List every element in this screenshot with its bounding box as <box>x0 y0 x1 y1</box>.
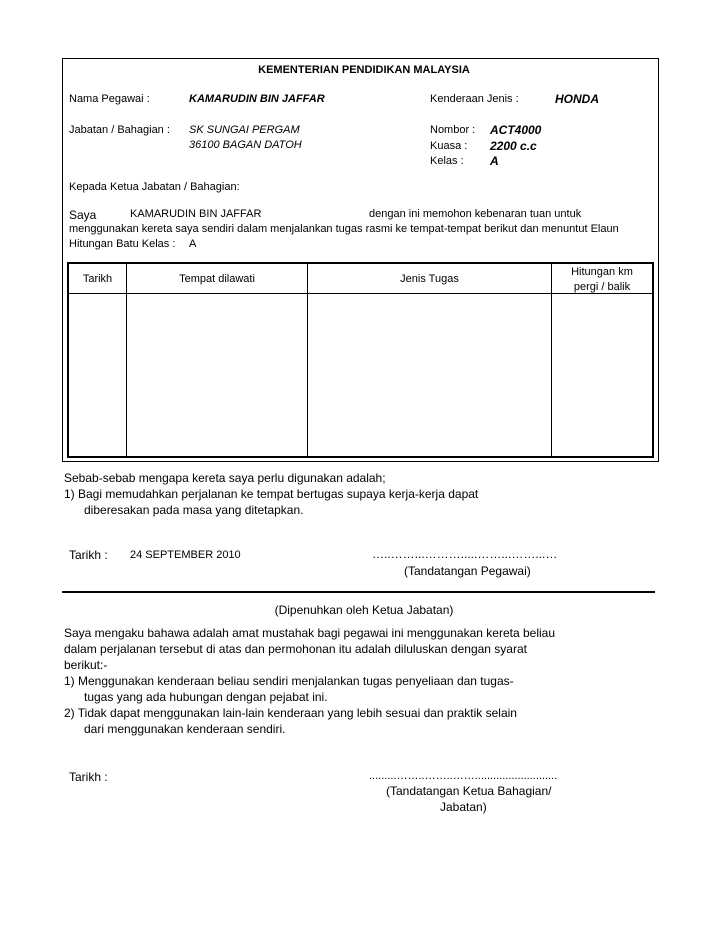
saya-label: Saya <box>69 208 97 222</box>
signature-label-ketua-line1: (Tandatangan Ketua Bahagian/ <box>386 784 552 798</box>
hitungan-value: A <box>189 238 197 250</box>
hitungan-label: Hitungan Batu Kelas : <box>69 238 176 250</box>
table-col-divider <box>126 264 127 456</box>
section-divider <box>62 591 655 593</box>
col-header-hitungan-line1: Hitungan km <box>571 266 633 278</box>
kepada-text: Kepada Ketua Jabatan / Bahagian: <box>69 181 240 193</box>
saya-rest: dengan ini memohon kebenaran tuan untuk <box>369 208 582 220</box>
col-header-tempat: Tempat dilawati <box>179 273 255 285</box>
tarikh1-label: Tarikh : <box>69 548 108 562</box>
jabatan-label: Jabatan / Bahagian : <box>69 124 170 136</box>
tarikh1-value: 24 SEPTEMBER 2010 <box>130 549 241 561</box>
form-title: KEMENTERIAN PENDIDIKAN MALAYSIA <box>258 64 470 76</box>
tarikh2-label: Tarikh : <box>69 770 108 784</box>
kuasa-value: 2200 c.c <box>490 139 537 153</box>
ketua-para-line1: Saya mengaku bahawa adalah amat mustahak bagi pegawai ini menggunakan kereta beliau <box>64 626 555 640</box>
sebab-item-1a: 1) Bagi memudahkan perjalanan ke tempat bertugas supaya kerja-kerja dapat <box>64 487 479 501</box>
nombor-label: Nombor : <box>430 124 476 136</box>
kuasa-label: Kuasa : <box>430 140 468 152</box>
col-header-tarikh: Tarikh <box>82 273 113 285</box>
kelas-label: Kelas : <box>430 155 464 167</box>
nombor-value: ACT4000 <box>490 123 542 137</box>
kenderaan-value: HONDA <box>555 92 599 106</box>
dipenuhkan-heading: (Dipenuhkan oleh Ketua Jabatan) <box>274 603 454 617</box>
saya-name: KAMARUDIN BIN JAFFAR <box>130 208 262 220</box>
trip-table <box>67 262 654 458</box>
kelas-value: A <box>490 154 499 168</box>
signature-label-ketua-line2: Jabatan) <box>440 800 487 814</box>
ketua-para-line2: dalam perjalanan tersebut di atas dan permohonan itu adalah diluluskan dengan syarat <box>64 642 527 656</box>
ketua-item-1b: tugas yang ada hubungan dengan pejabat ini. <box>84 690 328 704</box>
signature-line-ketua: .........……..……..……........................... <box>369 770 558 782</box>
saya-line2: menggunakan kereta saya sendiri dalam menjalankan tugas rasmi ke tempat-tempat berikut dan menuntut Elaun <box>69 223 619 235</box>
ketua-item-1a: 1) Menggunakan kenderaan beliau sendiri menjalankan tugas penyeliaan dan tugas- <box>64 674 514 688</box>
kenderaan-label: Kenderaan Jenis : <box>430 93 519 105</box>
nama-label: Nama Pegawai : <box>69 93 150 105</box>
sebab-item-1b: diberesakan pada masa yang ditetapkan. <box>84 503 304 517</box>
ketua-item-2a: 2) Tidak dapat menggunakan lain-lain kenderaan yang lebih sesuai dan praktik selain <box>64 706 517 720</box>
col-header-jenis: Jenis Tugas <box>400 273 459 285</box>
table-col-divider <box>307 264 308 456</box>
jabatan-line1: SK SUNGAI PERGAM <box>189 124 300 136</box>
ketua-para-line3: berikut:- <box>64 658 108 672</box>
col-header-hitungan-line2: pergi / balik <box>573 281 631 293</box>
nama-value: KAMARUDIN BIN JAFFAR <box>189 93 325 105</box>
signature-line-pegawai: …..……...……….....……...……...… <box>372 547 558 561</box>
table-header-rule <box>69 293 652 294</box>
jabatan-line2: 36100 BAGAN DATOH <box>189 139 302 151</box>
ketua-item-2b: dari menggunakan kenderaan sendiri. <box>84 722 286 736</box>
sebab-title: Sebab-sebab mengapa kereta saya perlu digunakan adalah; <box>64 471 386 485</box>
signature-label-pegawai: (Tandatangan Pegawai) <box>404 564 531 578</box>
